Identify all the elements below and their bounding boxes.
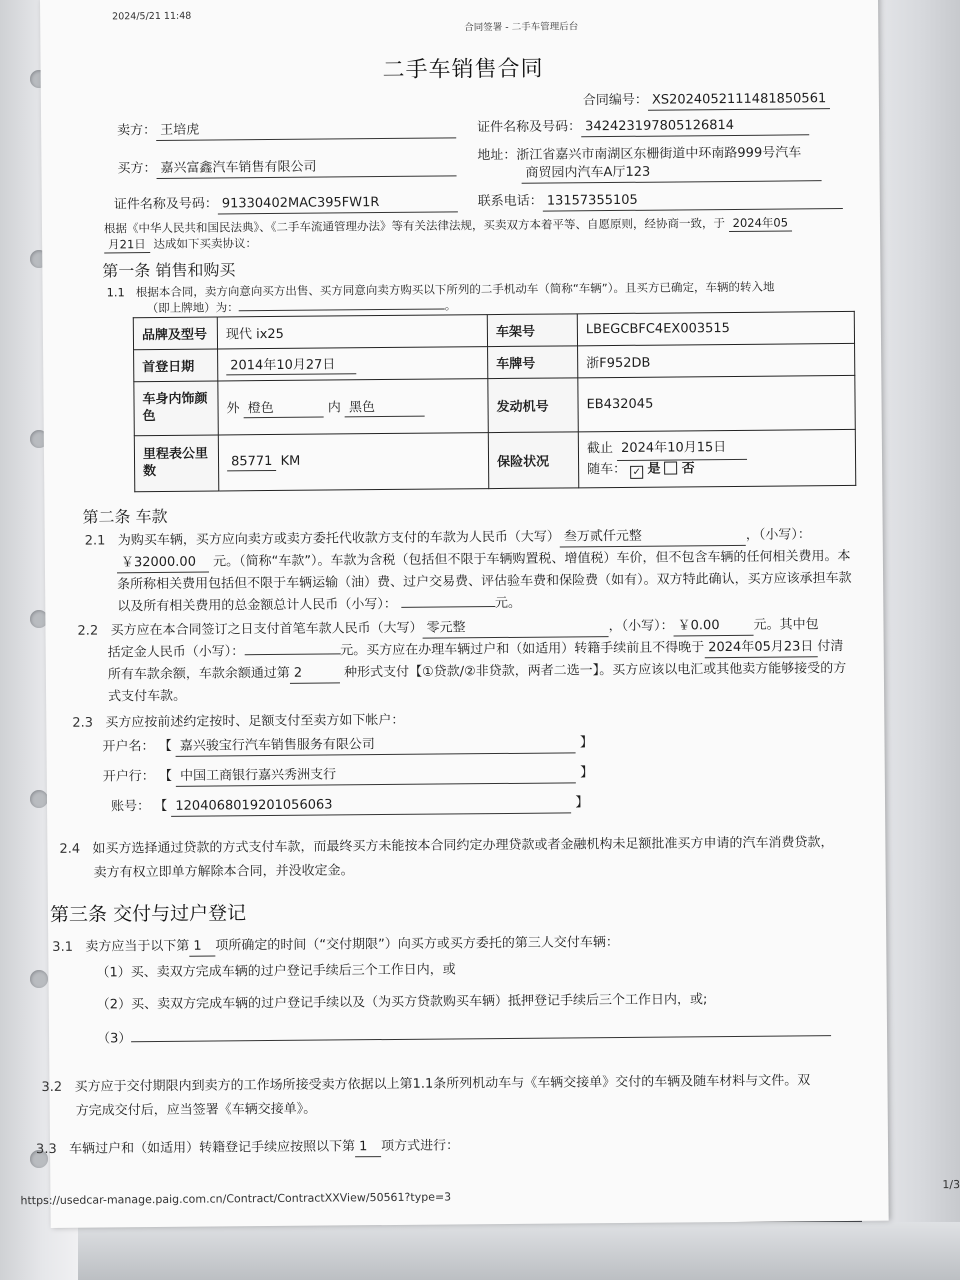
contract-no-label: 合同编号：: [582, 92, 648, 109]
checkbox-empty-icon: [665, 461, 678, 474]
seller-name: 王培虎: [156, 120, 456, 141]
preamble-date-1: 2024年05: [729, 215, 793, 232]
mileage-cell: 85771 KM: [218, 433, 488, 491]
document-title: 二手车销售合同: [382, 56, 544, 84]
brand-value: 现代 ix25: [217, 315, 487, 349]
contract-no: XS2024052111481850561: [648, 91, 830, 111]
engine-label: 发动机号: [488, 378, 578, 433]
account-no-row: 账号： 【 1204068019201056063 】: [111, 795, 589, 817]
preamble: 根据《中华人民共和国民法典》、《二手车流通管理办法》等有关法律法规，买卖双方本着平等、自愿原则，经协商一致，于 2024年05: [104, 215, 792, 237]
balance-due-date: 2024年05月23日: [704, 639, 817, 658]
checkbox-checked-icon: ✓: [630, 465, 643, 478]
price-upper: 叁万贰仟元整: [560, 528, 746, 548]
clause-2-3: 2.3 买方应按前述约定按时、足额支付至卖方如下帐户：: [72, 712, 405, 731]
first-payment-amount: ￥0.00: [674, 618, 754, 637]
table-row: [134, 429, 855, 491]
bank-row: 开户行： 【 中国工商银行嘉兴秀洲支行 】: [103, 765, 594, 788]
clause-2-2-line4: 式支付车款。: [108, 688, 187, 705]
section-2-title: 第二条 车款: [82, 506, 168, 527]
color-label: 车身内饰颜色: [134, 381, 218, 436]
price-amount: ￥32000.00: [117, 555, 209, 574]
punch-hole-icon: [30, 790, 48, 808]
preamble-date-2: 月21日: [104, 237, 150, 254]
account-name: 嘉兴骏宝行汽车销售服务有限公司: [176, 735, 576, 757]
clause-3-1: 3.1 卖方应当于以下第 1 项所确定的时间（“交付期限”）向买方或买方委托的第三人交付车辆：: [52, 935, 619, 958]
address-line1: 浙江省嘉兴市南湖区东栅街道中环南路999号汽车: [516, 145, 802, 163]
clause-2-1-line3: 条所称相关费用包括但不限于车辆运输（油）费、过户交易费、评估验车费和保险费（如有）。双方特此确认，买方应该承担车款: [117, 570, 852, 593]
seller-label: 卖方：: [117, 122, 157, 139]
contract-page: [20, 0, 960, 1228]
punch-hole-icon: [30, 970, 48, 988]
phone: 13157355105: [543, 191, 843, 212]
delivery-option: 1: [189, 939, 215, 957]
ext-color: 橙色: [244, 397, 324, 419]
clause-2-4: 2.4 如买方选择通过贷款的方式支付车款，而最终买方未能按本合同约定办理贷款或者金融机构未足额批准买方申请的汽车消费贷款，: [59, 835, 834, 857]
clause-2-1: 2.1 为购买车辆，买方应向卖方或卖方委托代收款方支付的车款为人民币（大写） 叁万贰仟元整 ，（小写）：: [84, 527, 811, 549]
clause-2-1-line4: 以及所有相关费用的总金额总计人民币（小写）： 元。: [117, 595, 522, 615]
account-no: 1204068019201056063: [171, 795, 571, 817]
vehicle-table: [133, 311, 856, 492]
color-cell: 外 橙色 内 黑色: [218, 379, 488, 435]
buyer-row: [117, 158, 456, 179]
insurance-cell: 截止 2024年10月15日 随车： ✓ 是 否: [578, 429, 855, 487]
phone-label: 联系电话：: [477, 193, 543, 210]
bank-name: 中国工商银行嘉兴秀洲支行: [176, 765, 576, 787]
address-line2: 商贸园内汽车A厅123: [521, 163, 821, 184]
plate-value: 浙F952DB: [578, 343, 855, 377]
delivery-option-3: （3）: [97, 1025, 831, 1048]
print-page-number: 1/3: [942, 1178, 960, 1192]
insurance-label: 保险状况: [488, 432, 578, 489]
delivery-option-3-blank: [131, 1034, 831, 1042]
total-amount-blank: [401, 605, 495, 608]
first-payment-upper: 零元整: [423, 619, 609, 639]
int-color: 黑色: [345, 396, 425, 418]
preamble-line2: 月21日 达成如下买卖协议：: [104, 236, 257, 254]
address-label: 地址：: [477, 147, 517, 164]
buyer-id-row: [114, 194, 458, 215]
reg-date-label: 首登日期: [134, 349, 218, 382]
vin-label: 车架号: [487, 314, 577, 347]
clause-3-2-line2: 方完成交付后，应当签署《车辆交接单》。: [75, 1101, 317, 1119]
mileage-label: 里程表公里数: [134, 435, 218, 492]
seller-row: [117, 120, 456, 141]
account-name-row: 开户名： 【 嘉兴骏宝行汽车销售服务有限公司 】: [102, 735, 593, 758]
registration-place-blank: [239, 307, 445, 311]
clause-3-2: 3.2 买方应于交付期限内到卖方的工作场所接受卖方依据以上第1.1条所列机动车与《车辆交接单》交付的车辆及随车材料与文件。双: [41, 1073, 811, 1096]
phone-row: [478, 191, 843, 212]
clause-2-4-line2: 卖方有权立即单方解除本合同，并没收定金。: [93, 863, 354, 881]
reg-date-cell: [218, 347, 488, 381]
insurance-until: 2024年10月15日: [617, 439, 747, 461]
plate-label: 车牌号: [488, 346, 578, 379]
reg-date: 2014年10月27日: [226, 353, 356, 375]
clause-2-2-line3: 所有车款余额，车款余额通过第 2 种形式支付【①贷款/②非贷款，两者二选一】。买方应该以电汇或其他卖方能够接受的方: [107, 660, 847, 683]
clause-2-1-line2: ￥32000.00 元。（简称“车款”）。车款为含税（包括但不限于车辆购置税、增值税）车价，但不包含车辆的任何相关费用。本: [117, 549, 851, 574]
vin-value: LBEGCBFC4EX003515: [577, 311, 854, 345]
print-page-title: 合同签署 - 二手车管理后台: [464, 21, 579, 34]
section-3-title: 第三条 交付与过户登记: [49, 902, 247, 926]
print-url: https://usedcar-manage.paig.com.cn/Contract/ContractXXView/50561?type=3: [20, 1190, 452, 1208]
delivery-option-2: （2）买、卖双方完成车辆的过户登记手续以及（为买方贷款购买车辆）抵押登记手续后三个工作日内，或;: [96, 992, 708, 1013]
buyer-label: 买方：: [117, 160, 157, 177]
deposit-blank: [244, 652, 340, 655]
clause-1-1: 1.1 根据本合同，卖方向意向买方出售、买方同意向卖方购买以下所列的二手机动车（简称“车辆”）。且买方已确定，车辆的转入地: [106, 279, 775, 300]
transfer-option: 1: [355, 1139, 381, 1157]
buyer-id-label: 证件名称及号码：: [113, 196, 218, 213]
background-bottom: [0, 1222, 960, 1280]
contract-no-row: [583, 91, 830, 111]
table-row: [134, 375, 855, 435]
brand-label: 品牌及型号: [133, 317, 217, 350]
address-row: [477, 145, 801, 164]
clause-2-2-line2: 括定金人民币（小写）： 元。买方应在办理车辆过户和（如适用）转籍手续前且不得晚于 2024年05月23日 付清: [107, 639, 844, 661]
delivery-option-1: （1）买、卖双方完成车辆的过户登记手续后三个工作日内，或: [96, 962, 456, 981]
clause-2-2: 2.2 买方应在本合同签订之日支付首笔车款人民币（大写） 零元整 ，（小写）： ￥0.00 元。其中包: [77, 617, 819, 639]
clause-1-1-line2: （即上牌地）为： 。: [146, 298, 457, 316]
clause-3-3: 3.3 车辆过户和（如适用）转籍登记手续应按照以下第 1 项方式进行：: [35, 1138, 460, 1158]
section-1-title: 第一条 销售和购买: [102, 260, 236, 281]
print-datetime: 2024/5/21 11:48: [112, 10, 192, 23]
seller-id: 342423197805126814: [581, 117, 809, 137]
payment-method: 2: [290, 665, 340, 684]
seller-id-row: [477, 117, 809, 138]
engine-value: EB432045: [578, 375, 855, 431]
seller-id-label: 证件名称及号码：: [477, 119, 582, 136]
buyer-name: 嘉兴富鑫汽车销售有限公司: [156, 158, 456, 179]
buyer-id: 91330402MAC395FW1R: [218, 194, 458, 214]
mileage: 85771: [227, 454, 277, 471]
